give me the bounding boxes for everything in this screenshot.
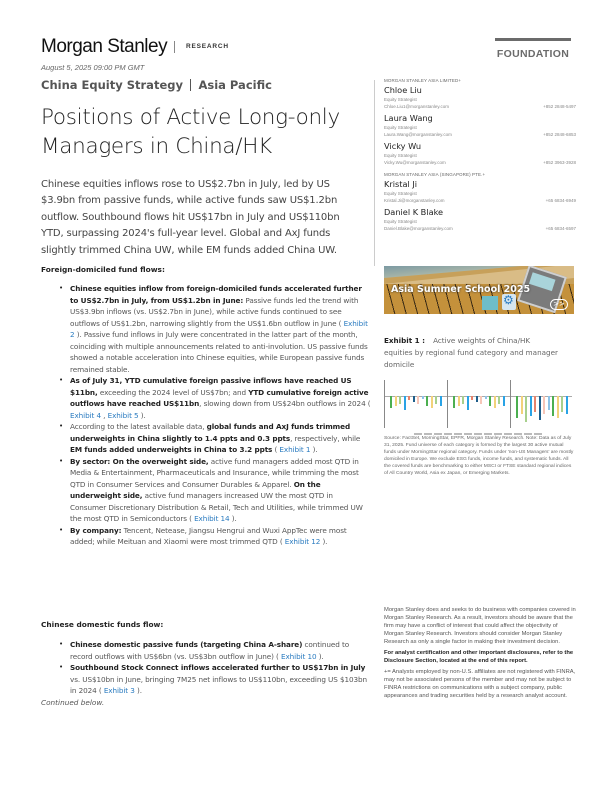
exhibit-link[interactable]: Exhibit 14: [194, 514, 230, 523]
chart-bar: [498, 396, 500, 404]
analyst-contact: [384, 131, 576, 138]
chart-bar: [557, 396, 559, 418]
bullet-text: ,: [100, 410, 108, 420]
chart-bar: [534, 396, 536, 412]
strategy-line: [41, 78, 272, 92]
disclaimer-finra: += Analysts employed by non-U.S. affiliates are not registered with FINRA, may not be associated persons of the member and may not be subject to FINRA restrictions on communications with a subject company, public appearances and trading securities held by a research analyst account.: [384, 669, 576, 699]
chart-bar: [561, 396, 563, 412]
region-name: Asia Pacific: [198, 78, 272, 92]
exhibit-chart: [384, 380, 572, 432]
analyst-role: Equity Strategist: [384, 219, 417, 224]
analyst-entity: MORGAN STANLEY ASIA LIMITED+: [384, 78, 462, 83]
chart-bar: [399, 396, 401, 404]
bullet-text: exceeding the 2024 level of US$7bn; and: [97, 387, 249, 397]
chart-bar: [539, 396, 541, 420]
exhibit-label: Exhibit 1 :: [384, 336, 426, 345]
chart-bar: [548, 396, 550, 410]
analyst-name: Kristal Ji: [384, 179, 418, 189]
chart-bar: [552, 396, 554, 416]
bullet-item: [57, 456, 371, 525]
brand-divider: [174, 41, 175, 53]
gear-icon: [502, 294, 516, 310]
bullet-text: ).: [229, 514, 237, 523]
bullet-item: [57, 421, 371, 456]
analyst-name: Daniel K Blake: [384, 207, 444, 217]
analyst-phone: +65 6834-6597: [545, 226, 576, 231]
chart-bar: [390, 396, 392, 408]
analyst-entity: MORGAN STANLEY ASIA (SINGAPORE) PTE.+: [384, 172, 486, 177]
analyst-email[interactable]: Laura.Wang@morganstanley.com: [384, 132, 452, 137]
chart-bar: [467, 396, 469, 410]
analyst-phone: +852 2848-5497: [543, 104, 576, 109]
bullet-emphasis: By company:: [70, 525, 122, 535]
bullet-text: active fund managers increased UW the most QTD in Consumer Discretionary Distribution & Retail, Tech and Utilities, while trimmed UW the most QTD in Semiconductors (: [70, 491, 363, 523]
bullet-text: ).: [320, 537, 328, 546]
bullet-text: Tencent, Netease, Jiangsu Hengrui and Wuxi AppTec were most added; while Meituan and Xiaomi were most trimmed QTD (: [70, 525, 347, 546]
analyst-card: [384, 141, 576, 166]
strategy-name: China Equity Strategy: [41, 78, 183, 92]
chart-bar: [404, 396, 406, 410]
bullet-emphasis: On the underweight side,: [70, 479, 321, 500]
banner-title: Asia Summer School 2025: [391, 284, 531, 295]
bullet-emphasis: Chinese equities inflow from foreign-domiciled funds accelerated further to US$2.7bn in July, from US$1.2bn in June:: [70, 284, 362, 305]
analyst-contact: [384, 197, 576, 204]
analyst-card: [384, 85, 576, 110]
chart-bar: [503, 396, 505, 406]
chart-bar: [566, 396, 568, 414]
promo-banner[interactable]: [384, 266, 574, 314]
bullet-text: ). Passive fund inflows in July were concentrated in the latter part of the month, coinciding with multiple announcements related to anti-involution. US passive funds showed a notable acceleration into Chinese equities, while European passive funds remained stable.: [70, 330, 368, 374]
bullet-text: ).: [138, 410, 146, 420]
report-header: [41, 36, 571, 58]
bullet-emphasis: Southbound Stock Connect inflows accelerated further to US$17bn in July: [70, 663, 366, 672]
analyst-email[interactable]: Chloe.Liu1@morganstanley.com: [384, 104, 450, 109]
analyst-phone: +852 2848-6853: [543, 132, 576, 137]
section-heading-domestic: Chinese domestic funds flow:: [41, 620, 164, 629]
analyst-role: Equity Strategist: [384, 125, 417, 130]
bullet-text: active fund managers added most QTD in Media & Entertainment, Pharmaceuticals and Insurance, while trimming the most QTD in Consumer Services and Consumer Durables & Apparel.: [70, 456, 359, 489]
bullet-emphasis: EM funds added underweights in China to 3.2 ppts: [70, 445, 273, 454]
series-badge: [495, 38, 571, 61]
analyst-card: [384, 179, 576, 204]
bullet-text: ).: [310, 445, 318, 454]
exhibit-link[interactable]: Exhibit 4: [70, 410, 101, 420]
chart-bar: [453, 396, 455, 408]
bullet-item: [57, 283, 371, 375]
bullet-item: [57, 639, 371, 662]
bullet-emphasis: global funds and AxJ funds trimmed underweights in China slightly to 1.4 ppts and 0.3 ppts: [70, 422, 351, 443]
domestic-flows-list: [57, 639, 371, 697]
bullet-text: (: [272, 445, 280, 454]
disclaimer-conflict: Morgan Stanley does and seeks to do business with companies covered in Morgan Stanley Research. As a result, investors should be aware that the firm may have a conflict of interest that could affect the objectivity of Morgan Stanley Research. Investors should consider Morgan Stanley Research as only a single factor in making their investment decision.: [384, 607, 576, 645]
analyst-email[interactable]: Vicky.Wu@morganstanley.com: [384, 160, 446, 165]
publish-date: August 5, 2025 09:00 PM GMT: [41, 63, 145, 72]
chart-bar: [471, 396, 473, 400]
analyst-email[interactable]: Daniel.Blake@morganstanley.com: [384, 226, 453, 231]
bullet-text: According to the latest available data,: [70, 422, 207, 431]
analyst-role: Equity Strategist: [384, 97, 417, 102]
chart-bar: [440, 396, 442, 406]
chart-bar: [426, 396, 428, 406]
analyst-role: Equity Strategist: [384, 191, 417, 196]
chart-bar: [431, 396, 433, 408]
analyst-role: Equity Strategist: [384, 153, 417, 158]
exhibit-link[interactable]: Exhibit 2: [70, 318, 368, 339]
chart-bar: [458, 396, 460, 406]
strategy-divider: [190, 79, 192, 91]
chart-bar: [494, 396, 496, 408]
exhibit-title: Active weights of China/HK equities by regional fund category and manager domicile: [384, 336, 558, 369]
chart-bar: [485, 396, 487, 399]
chart-bar: [480, 396, 482, 404]
exhibit-source: Source: FactSet, MorningStar, EPFR, Morgan Stanley Research. Note: Data as of July 31, 2025. Fund universe of each category is formed by the largest 30 active mutual funds under MorningStar regional category. Funds under 'non-US Managers' are mostly domiciled in Europe. We exclude ESG funds, income funds, and systematic funds. All the covered funds are benchmarking to either MSCI or FTSE standard regional indices of All Country World, Asia ex Japan, or Emerging Markets.: [384, 436, 574, 477]
exhibit-link[interactable]: Exhibit 5: [107, 410, 139, 420]
chart-bar: [408, 396, 410, 400]
chart-bar: [395, 396, 397, 406]
bullet-item: [57, 525, 371, 548]
exhibit-link[interactable]: Exhibit 3: [103, 686, 135, 695]
chart-bar: [417, 396, 419, 404]
chart-bar: [476, 396, 478, 402]
bullet-text: , slowing down from US$24bn outflows in 2024 (: [199, 399, 371, 408]
exhibit-link[interactable]: Exhibit 10: [281, 651, 317, 661]
chart-bar: [422, 396, 424, 399]
analyst-contact: [384, 225, 576, 232]
chart-bar: [525, 396, 527, 422]
chart-bar: [521, 396, 523, 414]
analyst-list: [384, 78, 576, 235]
bullet-text: continued to record outflows with US$6bn (vs. US$3bn outflow in June) (: [70, 640, 350, 661]
chart-bar: [435, 396, 437, 404]
bullet-text: ).: [316, 651, 324, 661]
division-label: RESEARCH: [186, 43, 229, 50]
analyst-name: Chloe Liu: [384, 85, 422, 95]
section-heading-foreign: Foreign-domiciled fund flows:: [41, 265, 165, 274]
chart-bar: [462, 396, 464, 404]
exhibit-caption: [384, 335, 559, 371]
series-label: FOUNDATION: [496, 48, 570, 60]
analyst-email[interactable]: Kristal.Ji@morganstanley.com: [384, 198, 445, 203]
bullet-emphasis: YTD cumulative foreign active outflows have reached US$11bn: [70, 387, 369, 408]
brand-logo: Morgan Stanley: [41, 36, 168, 57]
bullet-item: [57, 662, 371, 697]
summary-paragraph: Chinese equities inflows rose to US$2.7bn in July, led by US $3.9bn from passive funds, while active funds saw US$1.2bn outflow. Southbound flows hit US$17bn in July and US$110bn YTD, surpassing 2024's full-year level. Global and AxJ funds slightly trimmed China UW, while EM funds added China UW.: [41, 179, 340, 256]
analyst-name: Vicky Wu: [384, 141, 422, 151]
bullet-emphasis: Chinese domestic passive funds (targeting China A-share): [70, 640, 303, 649]
chart-bar: [489, 396, 491, 406]
analyst-contact: [384, 159, 576, 166]
chart-panel: [447, 380, 509, 428]
exhibit-link[interactable]: Exhibit 1: [279, 445, 311, 454]
analyst-phone: +852 3963-3928: [543, 160, 576, 165]
page-title: Positions of Active Long-only Managers in China/HK: [41, 105, 340, 159]
bullet-text: ).: [134, 686, 142, 695]
bullet-text: Passive funds led the trend with US$3.9bn inflows (vs. US$2.7bn in June), while active funds continued to see outflows of US$1.2bn, narrowing slightly from the US$1.6bn outflow in June (: [70, 295, 359, 328]
chart-bar: [530, 396, 532, 416]
foreign-flows-list: [57, 283, 371, 548]
analyst-divider: [374, 80, 375, 266]
bullet-text: , respectively, while: [290, 433, 361, 443]
bullet-emphasis: As of July 31, YTD cumulative foreign passive inflows have reached US $11bn,: [70, 376, 352, 397]
bullet-emphasis: By sector: On the overweight side,: [70, 456, 209, 466]
analyst-card: [384, 207, 576, 232]
play-icon[interactable]: >>: [550, 299, 568, 310]
chart-bar: [413, 396, 415, 402]
chart-bar: [516, 396, 518, 418]
analyst-name: Laura Wang: [384, 113, 433, 123]
exhibit-link[interactable]: Exhibit 12: [284, 537, 321, 546]
chart-panel: [384, 380, 446, 428]
disclaimer: [384, 606, 578, 703]
chart-tile-icon: [482, 296, 498, 310]
analyst-contact: [384, 103, 576, 110]
continued-note: Continued below.: [41, 698, 105, 707]
analyst-card: [384, 113, 576, 138]
analyst-phone: +65 6834-6949: [545, 198, 576, 203]
series-badge-bar: [495, 38, 571, 41]
chart-bar: [543, 396, 545, 414]
disclaimer-disclosures[interactable]: For analyst certification and other important disclosures, refer to the Disclosure Section, located at the end of this report.: [384, 650, 574, 664]
bullet-item: [57, 375, 371, 421]
bullet-text: vs. US$10bn in June, bringing 7M25 net inflows to US$110bn, exceeding US $103bn in 2024 (: [70, 674, 368, 695]
